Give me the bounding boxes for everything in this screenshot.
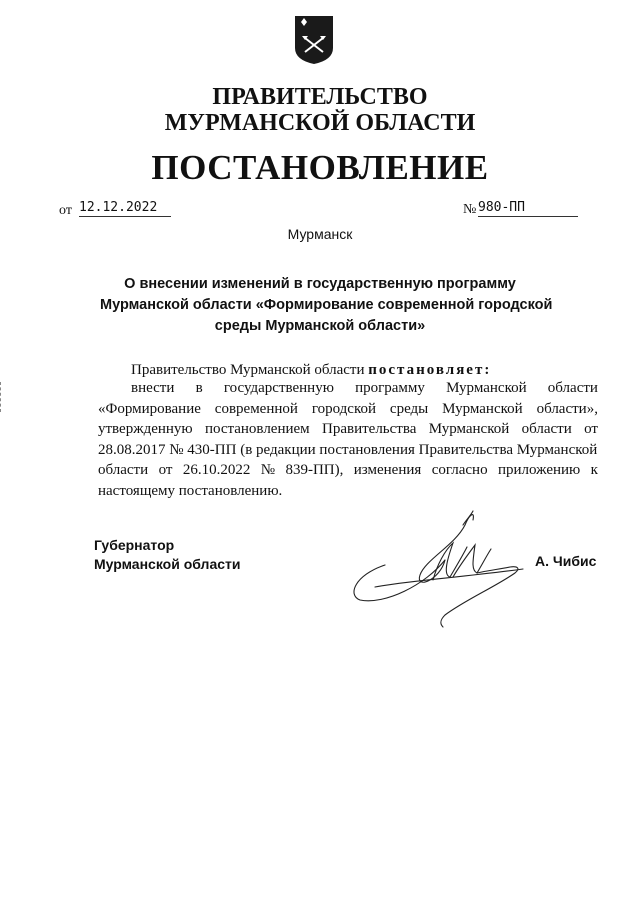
subject-line: О внесении изменений в государственную программу <box>124 276 516 292</box>
body-word: Мурманской <box>442 400 523 417</box>
subject-line: Мурманской области «Формирование современной городской <box>100 297 553 313</box>
body-word: от <box>158 462 173 478</box>
body-word: 28.08.2017 № 430-ПП (в редакции постановления Правительства Мурманской <box>98 441 598 458</box>
body-word: области <box>547 380 598 396</box>
margin-mark <box>0 382 3 412</box>
body-word: Мурманской <box>446 380 527 396</box>
subject-line: среды Мурманской области» <box>214 318 426 334</box>
document-date: 12.12.2022 <box>79 200 171 217</box>
body-word: области <box>98 462 149 478</box>
body-line <box>98 460 598 481</box>
body-line <box>98 378 598 399</box>
preamble-text: Правительство Мурманской области <box>131 362 369 378</box>
document-type-heading: ПОСТАНОВЛЕНИЕ <box>151 148 489 187</box>
date-prefix: от <box>59 203 72 218</box>
body-word: постановлением <box>204 421 310 437</box>
body-word: современной <box>214 400 298 417</box>
number-prefix: № <box>463 202 477 217</box>
decree-body <box>98 378 598 501</box>
body-word: от <box>584 421 598 437</box>
body-word: к <box>590 462 598 478</box>
document-number: 980-ПП <box>478 200 578 217</box>
body-word: согласно <box>431 462 488 478</box>
government-title-line2: МУРМАНСКОЙ ОБЛАСТИ <box>164 110 476 136</box>
body-word: государственную <box>223 380 334 396</box>
body-word: области <box>521 421 572 437</box>
coat-of-arms-icon <box>293 14 335 66</box>
body-word: № <box>260 462 276 478</box>
body-word: утвержденную <box>98 421 193 437</box>
signer-position <box>94 536 240 574</box>
body-word: внести <box>131 380 175 396</box>
handwritten-signature <box>345 505 535 635</box>
preamble-verb: постановляет: <box>368 362 492 378</box>
body-word: 26.10.2022 <box>182 462 251 478</box>
body-word: приложению <box>498 462 581 478</box>
government-title-line1: ПРАВИТЕЛЬСТВО <box>212 84 428 110</box>
body-line <box>98 399 598 420</box>
body-word: настоящему постановлению. <box>98 482 283 499</box>
body-word: городской <box>311 400 377 417</box>
document-subject <box>100 274 553 337</box>
body-word: Правительства <box>322 421 417 437</box>
body-line <box>98 419 598 440</box>
city-name: Мурманск <box>287 226 353 242</box>
preamble <box>131 362 491 379</box>
body-word: в <box>195 380 203 396</box>
body-line <box>98 481 598 502</box>
body-word: области», <box>536 400 598 417</box>
signer-position-line: Мурманской области <box>94 556 241 572</box>
body-line <box>98 440 598 461</box>
body-word: среды <box>389 400 429 417</box>
signer-position-line: Губернатор <box>94 537 175 553</box>
body-word: «Формирование <box>98 400 201 417</box>
body-word: 839-ПП), <box>285 462 344 478</box>
body-word: изменения <box>353 462 422 478</box>
body-word: программу <box>355 380 425 396</box>
body-word: Мурманской <box>428 421 510 437</box>
signer-name: А. Чибис <box>535 553 597 569</box>
